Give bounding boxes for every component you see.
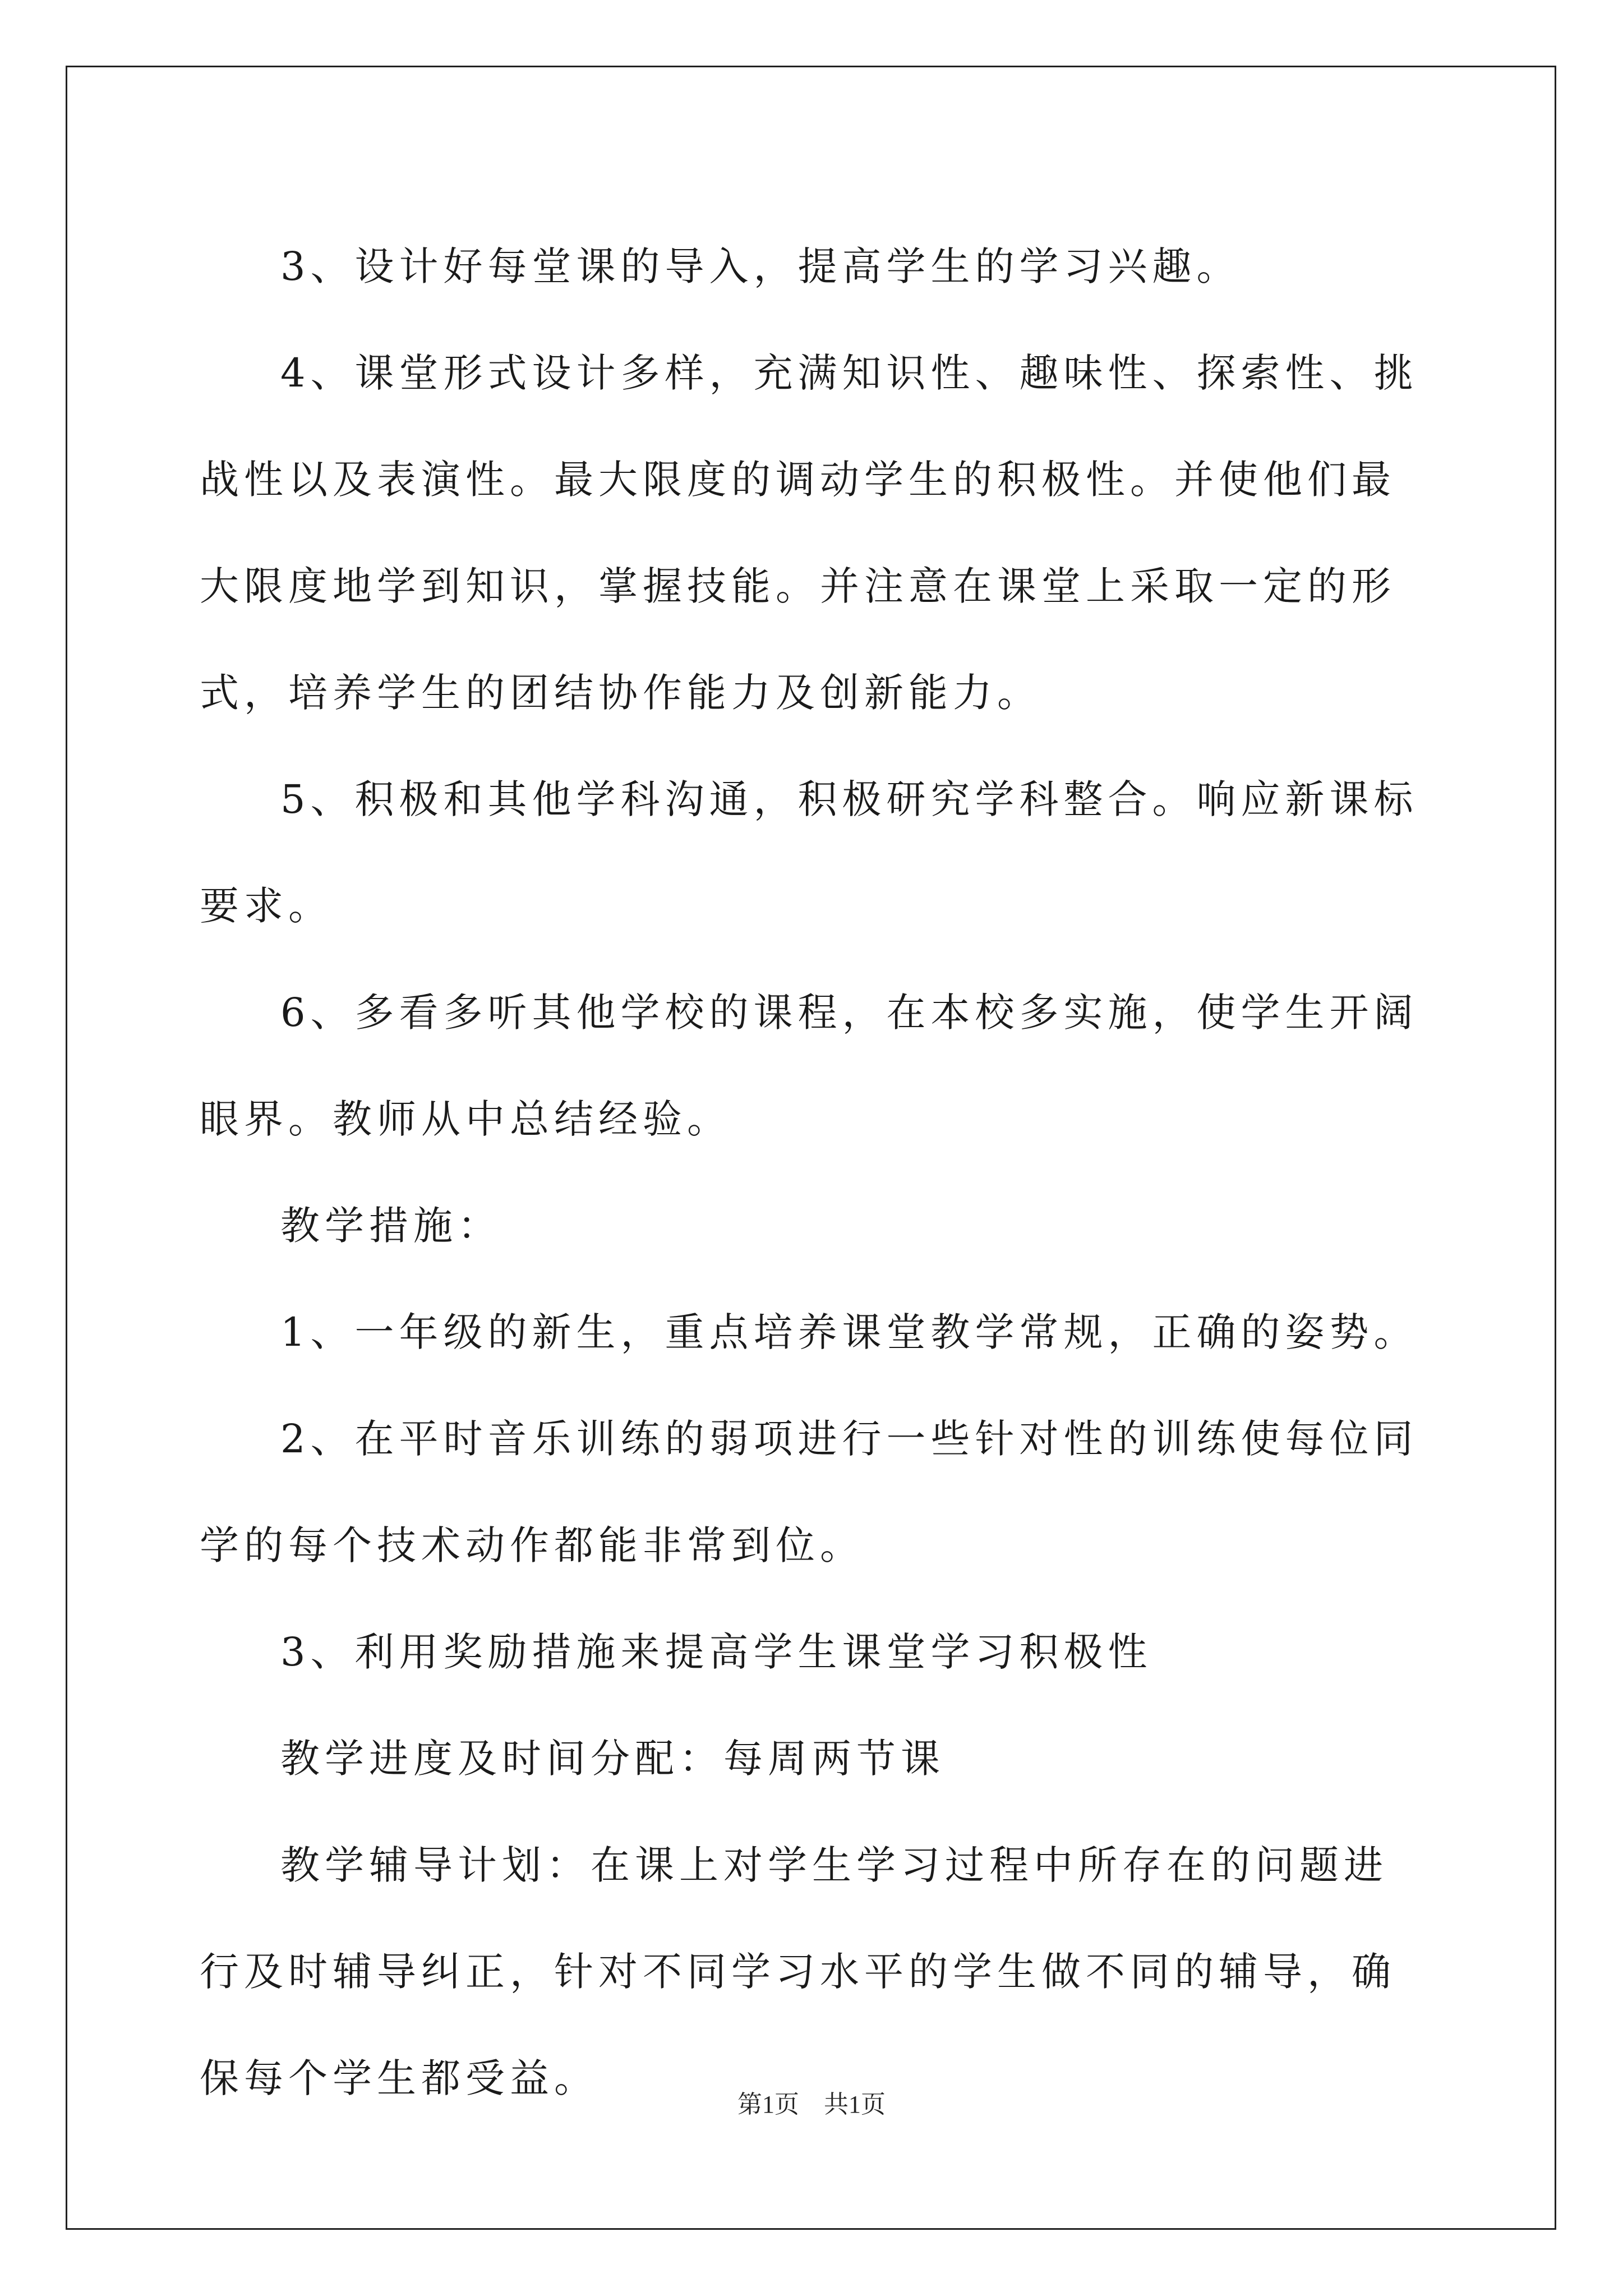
paragraph: 教学辅导计划：在课上对学生学习过程中所存在的问题进行及时辅导纠正，针对不同学习水平的学生做不同的辅导，确保每个学生都受益。: [200, 1842, 1396, 2101]
paragraph: 3、利用奖励措施来提高学生课堂学习积极性: [280, 1629, 1152, 1675]
paragraph: 教学进度及时间分配：每周两节课: [280, 1736, 945, 1782]
section-heading: 教学措施：: [280, 1203, 502, 1249]
paragraph: 6、多看多听其他学校的课程，在本校多实施，使学生开阔眼界。教师从中总结经验。: [200, 990, 1418, 1142]
paragraph: 1、一年级的新生，重点培养课堂教学常规，正确的姿势。: [280, 1309, 1418, 1355]
page-footer: [0, 2084, 1623, 2120]
document-body: [200, 213, 1422, 2132]
page-total: 共1页: [824, 2091, 886, 2118]
paragraph: 2、在平时音乐训练的弱项进行一些针对性的训练使每位同学的每个技术动作都能非常到位。: [200, 1416, 1418, 1568]
paragraph: 3、设计好每堂课的导入，提高学生的学习兴趣。: [280, 243, 1241, 289]
paragraph: 4、课堂形式设计多样，充满知识性、趣味性、探索性、挑战性以及表演性。最大限度的调动学生的积极性。并使他们最大限度地学到知识，掌握技能。并注意在课堂上采取一定的形式，培养学生的团结协作能力及创新能力。: [200, 350, 1418, 716]
page-number: 第1页: [737, 2091, 799, 2118]
paragraph: 5、积极和其他学科沟通，积极研究学科整合。响应新课标要求。: [200, 776, 1418, 929]
